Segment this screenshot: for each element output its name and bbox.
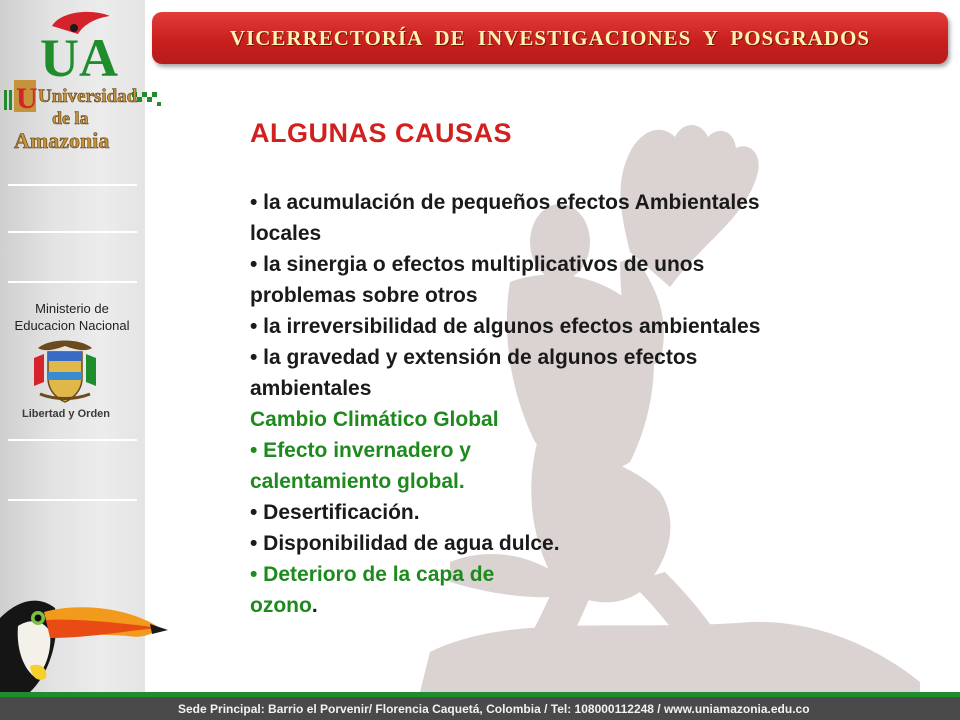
ministerio-line-2: Educacion Nacional — [14, 318, 130, 333]
cause-line-7: ambientales — [250, 377, 372, 400]
cause-line-6: • la gravedad y extensión de algunos efectos — [250, 346, 698, 369]
toucan-image — [0, 578, 170, 692]
cause-line-1: • la acumulación de pequeños efectos Ambientales — [250, 191, 760, 214]
colombia-crest-icon — [30, 338, 100, 404]
cause-line-3: • la sinergia o efectos multiplicativos de unos — [250, 253, 705, 276]
cause-line-2: locales — [250, 222, 322, 245]
ministerio-line-1: Ministerio de — [35, 301, 109, 316]
main-content — [250, 118, 910, 621]
effect-line-3: • Desertificación. — [250, 501, 420, 524]
content-lines — [250, 187, 910, 621]
effect-line-5: • Deterioro de la capa de — [250, 563, 495, 586]
effect-line-6-word: ozono — [250, 594, 312, 617]
effect-line-1: • Efecto invernadero y — [250, 439, 471, 462]
effect-line-2: calentamiento global. — [250, 470, 465, 493]
logo-u-letter: U — [16, 82, 38, 115]
logo-universidad-text: Universidad — [38, 86, 138, 107]
effect-line-6 — [250, 590, 910, 621]
header-title: VICERRECTORÍA DE INVESTIGACIONES Y POSGRADOS — [229, 25, 871, 50]
footer-contact-text: Sede Principal: Barrio el Porvenir/ Florencia Caquetá, Colombia / Tel: 108000112248 / www.uniamazonia.edu.co — [178, 701, 810, 716]
content-title: ALGUNAS CAUSAS — [250, 118, 513, 148]
university-logo — [0, 4, 165, 164]
motto-label: Libertad y Orden — [21, 408, 111, 420]
header-banner — [152, 12, 948, 64]
cause-line-5: • la irreversibilidad de algunos efectos ambientales — [250, 315, 761, 338]
logo-amazonia-text: Amazonia — [14, 128, 110, 153]
logo-de-la-text: de la — [52, 108, 89, 128]
ministerio-label — [6, 300, 138, 334]
section-heading-cambio-climatico: Cambio Climático Global — [250, 408, 499, 431]
footer-bar — [0, 697, 960, 720]
effect-line-6-period: . — [311, 594, 318, 617]
effect-line-4: • Disponibilidad de agua dulce. — [250, 532, 560, 555]
logo-ua-text: UA — [40, 28, 118, 88]
cause-line-4: problemas sobre otros — [250, 284, 478, 307]
